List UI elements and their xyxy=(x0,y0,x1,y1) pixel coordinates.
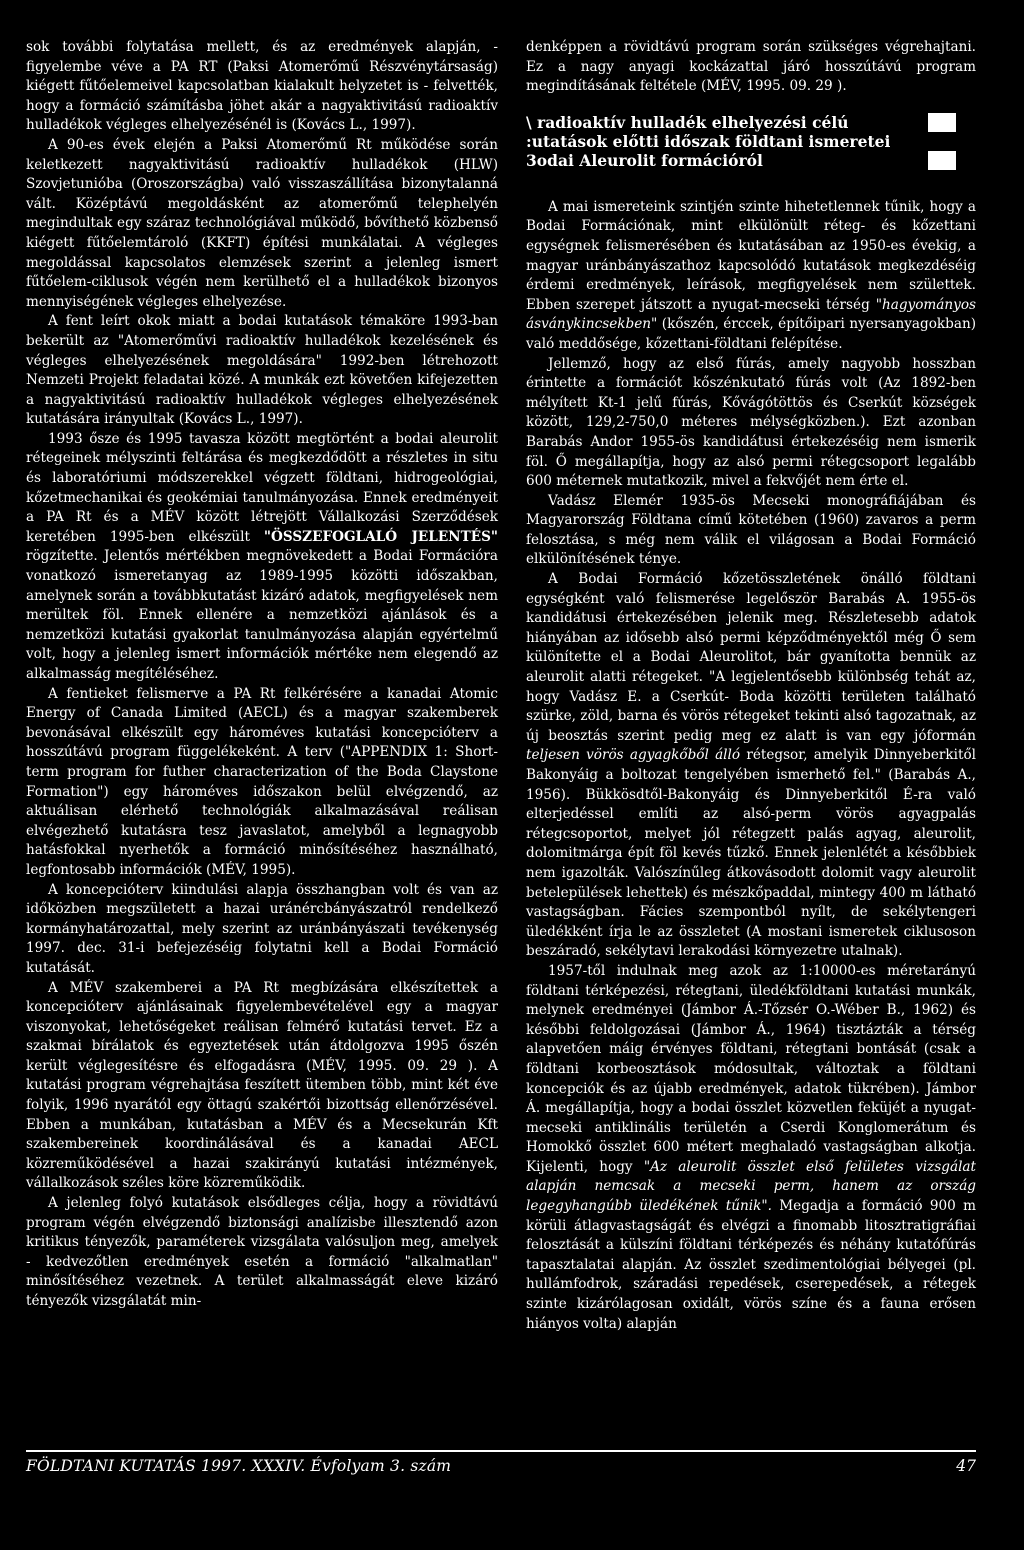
journal-footer: FÖLDTANI KUTATÁS 1997. XXXIV. Évfolyam 3. szám xyxy=(26,1457,452,1475)
italic-phrase: "hagyományos ásványkincsekben" xyxy=(526,296,976,333)
paragraph: Vadász Elemér 1935-ös Mecseki monográfiájában és Magyarország Földtana című kötetében (1960) zavaros a perm felosztása, s még nem válik el világosan a Bodai Formáció elkülönítésének ténye. xyxy=(526,492,976,568)
paragraph: A fentieket felismerve a PA Rt felkérésére a kanadai Atomic Energy of Canada Limited (AECL) és a magyar szakemberek bevonásával elkészült egy hároméves kutatási koncepcióterv a hosszútávú program függelékeként. A terv ("APPENDIX 1: Short-term program for futher characterization of the Boda Claystone Formation") egy hároméves időszakon belül elvégzendő, az aktuálisan elérhető technológiák alkalmazásával reálisan elvégezhető kutatásra tesz javaslatot, amelyből a legnagyobb hatásfokkal nyerhetők a formáció minősítéséhez használható, legfontosabb információk (MÉV, 1995). xyxy=(26,685,498,878)
italic-quote: "Az aleurolit összlet első felületes vizsgálat alapján nemcsak a mecseki perm, hanem az ország legegyhangúbb üledékének tűnik". xyxy=(526,1158,976,1215)
paragraph: A jelenleg folyó kutatások elsődleges célja, hogy a rövidtávú program végén elvégzendő biztonsági analízisbe illesztendő azon kritikus tényezők, paraméterek vizsgálata valósuljon meg, amelyek - kedvezőtlen eredmények esetén a formáció "alkalmatlan" minősítéséhez vezetnek. A terület alkalmasságát eleve kizáró tényezők vizsgálatát min- xyxy=(26,1195,498,1309)
section-heading xyxy=(526,113,956,170)
heading-line: 3odai Aleurolit formációról xyxy=(526,151,956,170)
right-column xyxy=(526,38,976,1334)
paragraph: A koncepcióterv kiindulási alapja összhangban volt és van az időközben megszületett a hazai uránércbányászatról rendelkező kormányhatározattal, mely szerint az uránbányászati tevékenység 1997. dec. 31-i befejezéséig folytatni kell a Bodai Formáció kutatását. xyxy=(26,881,498,976)
paragraph-text: rögzítette. Jelentős mértékben megnövekedett a Bodai Formációra vonatkozó ismeretanyag az 1989-1995 közötti időszakban, amelynek során a továbbkutatást kizáró adatok, megfigyelések nem merültek föl. Ennek ellenére a nemzetközi ajánlások és a nemzetközi kutatási gyakorlat tanulmányozása alapján egyértelmű volt, hogy a jelenleg ismert információk mértéke nem elegendő az alkalmasság megítéléséhez. xyxy=(26,548,498,682)
paragraph: sok további folytatása mellett, és az eredmények alapján, - figyelembe véve a PA RT (Paksi Atomerőmű Részvénytársaság) kiégett fűtőelemeivel kapcsolatban kialakult helyzetet is - felvették, hogy a formáció számításba jöhet akár a nagyaktivitású radioaktív hulladékok végleges elhelyezésénél is (Kovács L., 1997). xyxy=(26,39,498,134)
paragraph: Jellemző, hogy az első fúrás, amely nagyobb hosszban érintette a formációt kőszénkutató fúrás volt (Az 1892-ben mélyített Kt-1 jelű fúrás, Kővágótöttös és Cserkút községek között, 129,2-750,0 méteres mélységközben.). Ezt azonban Barabás Andor 1955-ös kandidátusi értekezéséig nem ismerik föl. Ő megállapítja, hogy az alsó permi rétegcsoport legalább 600 méternek mutatkozik, mivel a fekvőjét nem érte el. xyxy=(526,355,976,490)
paragraph-text: 1993 ősze és 1995 tavasza között megtörtént a bodai aleurolit rétegeinek mélyszinti feltárása és megkezdődött a részletes in situ és laboratóriumi módszerekkel végzett földtani, hidrogeológiai, kőzetmechanikai és geokémiai tanulmányozása. Ennek eredményeit a PA Rt és a MÉV között létrejött Vállalkozási Szerződések keretében 1995-ben elkészült xyxy=(26,430,498,545)
paragraph-text: (kőszén, érccek, építőipari nyersanyagokban) való meddősége, kőzettani-földtani felépítése. xyxy=(526,316,976,352)
paragraph-text: 1957-től indulnak meg azok az 1:10000-es méretarányú földtani térképezési, rétegtani, üledékföldtani kutatási munkák, melynek eredményei (Jámbor Á.-Tőzsér O.-Wéber B., 1962) és későbbi feldolgozásai (Jámbor Á., 1964) tisztázták a térség alapvetően máig érvényes földtani, rétegtani bontását (csak a földtani korbeosztások módosultak, változtak a földtani koncepciók és az újabb eredmények, adatok tükrében). Jámbor Á. megállapítja, hogy a bodai összlet közvetlen feküjét a nyugat-mecseki antiklinális területén a Cserdi Konglomerátum és Homokkő összlet 600 métert meghaladó vastagságban alkotja. Kijelenti, hogy xyxy=(526,962,976,1175)
paragraph-text: A Bodai Formáció kőzetösszletének önálló földtani egységként való felismerése legelőször Barabás A. 1955-ös kandidátusi értekezésében jelenik meg. Részletesebb adatok hiányában az idősebb alsó permi képződményektől még Ő sem különítette el a Bodai Aleurolitot, bár gyanította bennük az aleurolit alatti rétegeket. "A legjelentősebb különbség tehát az, hogy Vadász E. a Cserkút- Boda közötti területen található szürke, zöld, barna és vörös rétegeket tekinti alsó tagozatnak, az új beosztás szerint pedig meg ez alatt is van egy jóformán xyxy=(526,571,976,744)
paragraph xyxy=(526,962,976,1334)
paragraph xyxy=(526,570,976,962)
paragraph-text: A mai ismereteink szintjén szinte hihetetlennek tűnik, hogy a Bodai Formációnak, mint elkülönült réteg- és kőzettani egységnek felismerésében és kutatásában az 1950-es évekig, a magyar uránbányászathoz kapcsolódó kutatások megkezdéséig érdemi eredmények, leírások, megfigyelések nem születtek. Ebben szerepet játszott a nyugat-mecseki térség xyxy=(526,198,976,313)
paragraph: A 90-es évek elején a Paksi Atomerőmű Rt működése során keletkezett nagyaktivitású radioaktív hulladékok (HLW) Szovjetunióba (Oroszországba) való visszaszállítása bizonytalanná vált. Középtávú megoldásként az atomerőmű telephelyén megindultak egy száraz technológiával működő, bővíthető közbenső kiégett fűtőelemtároló (KKFT) építési munkálatai. A végleges megoldással kapcsolatos elemzések szerint a jelenleg ismert fűtőelem-ciklusok végén nem kerülhető el a hulladékok bizonyos mennyiségének végleges elhelyezése. xyxy=(26,136,498,310)
paragraph: denképpen a rövidtávú program során szükséges végrehajtani. Ez a nagy anyagi kockázattal járó hosszútávú program megindításának feltétele (MÉV, 1995. 09. 29 ). xyxy=(526,39,976,95)
paragraph xyxy=(26,430,498,685)
paragraph: A MÉV szakemberei a PA Rt megbízására elkészítettek a koncepcióterv ajánlásainak figyelembevételével egy a magyar viszonyokat, lehetőségeket reálisan felmérő kutatási tervet. Ez a szakmai bírálatok és egyeztetések után átdolgozva 1995 őszén került véglegesítésre és elfogadásra (MÉV, 1995. 09. 29 ). A kutatási program végrehajtása feszített ütemben több, mint két éve folyik, 1996 nyarától egy öttagú szakértői bizottság ellenőrzésével. Ebben a munkában, kutatásban a MÉV és a Mecsekurán Kft szakembereinek koordinálásával és a kanadai AECL közreműködésével a hazai szakirányú kutatási intézmények, vállalkozások széles köre közreműködik. xyxy=(26,979,498,1192)
heading-line: \ radioaktív hulladék elhelyezési célú xyxy=(526,113,956,132)
left-column xyxy=(26,38,498,1312)
paragraph-text: Megadja a formáció 900 m körüli átlagvastagságát és elvégzi a finomabb litosztratigráfiai felosztását a külszíni földtani térképezés és néhány kutatófúrás tapasztalatai alapján. Az összlet szedimentológiai bélyegei (pl. hullámfodrok, száradási repedések, cserepedések, a rétegek szinte kizárólagosan oxidált, vörös színe és a fauna erősen hiányos volta) alapján xyxy=(526,1198,976,1332)
footer-rule xyxy=(26,1450,976,1452)
paragraph xyxy=(526,198,976,355)
page-number: 47 xyxy=(956,1457,976,1475)
heading-line: :utatások előtti időszak földtani ismeretei xyxy=(526,131,891,151)
paragraph: A fent leírt okok miatt a bodai kutatások témaköre 1993-ban bekerült az "Atomerőművi radioaktív hulladékok kezelésének és végleges elhelyezésének megoldására" 1992-ben létrehozott Nemzeti Projekt feladatai közé. A munkák ezt követően kifejezetten a nagyaktivitású radioaktív hulladékok végleges elhelyezésének kutatására irányultak (Kovács L., 1997). xyxy=(26,313,498,428)
paragraph-text: rétegsor, amelyik Dinnyeberkitől Bakonyáig a boltozat tengelyében ismerhető fel." (Barabás A., 1956). Bükkösdtől-Bakonyáig és Dinnyeberkitől É-ra való elterjedéssel említi az alsó-perm vörös agyagpalás rétegcsoportot, melyet jól rétegzett palás agyag, aleurolit, dolomitmárga épít föl kevés tűzkő. Ennek jelenlétét a későbbiek nem igazolták. Valószínűleg átkovásodott dolomit vagy aleurolit betelepülések lehettek) és mészkőpaddal, mintegy 400 m látható vastagságban. Fácies szempontból nyílt, de sekélytengeri üledékként írja le az összletet (A mostani ismeretek ciklusoson beszáradó, sekélytavi lerakodási környezetre utalnak). xyxy=(526,747,976,960)
italic-phrase: teljesen vörös agyagkőből álló xyxy=(526,747,741,764)
report-title-bold: "ÖSSZEFOGLALÓ JELENTÉS" xyxy=(263,528,498,545)
